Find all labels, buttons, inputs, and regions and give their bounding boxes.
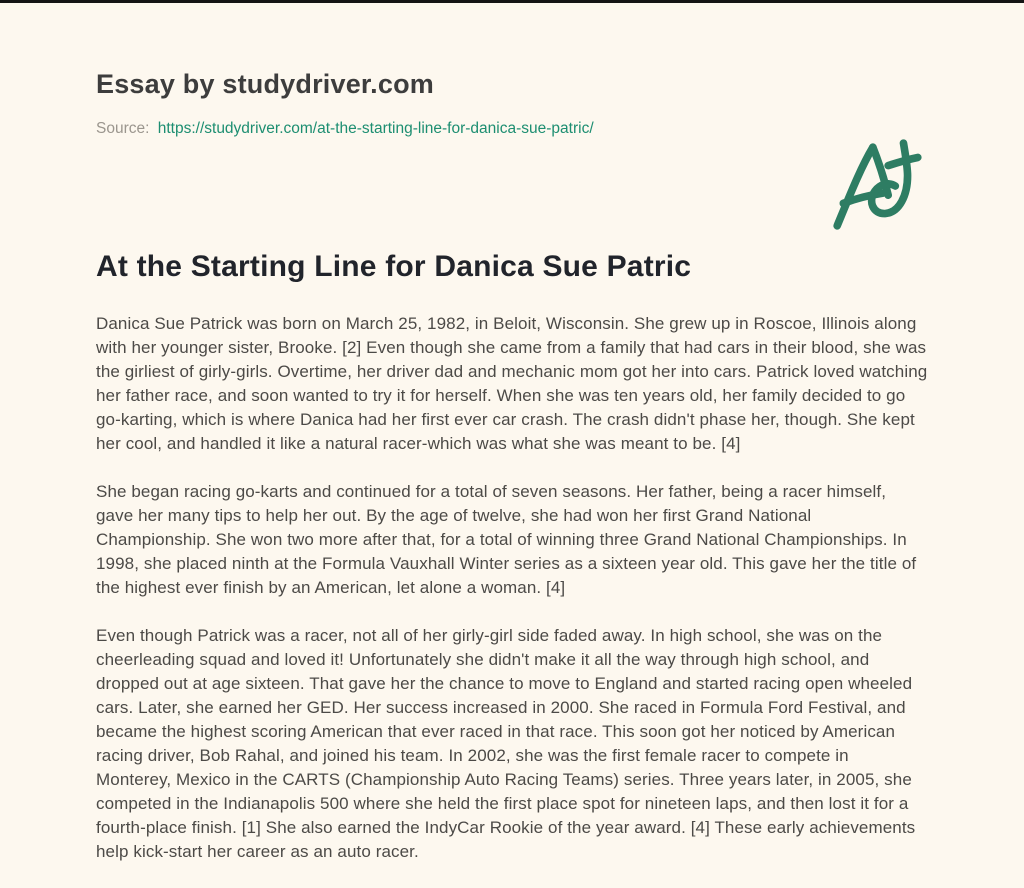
source-link[interactable]: https://studydriver.com/at-the-starting-line-for-danica-sue-patric/: [157, 120, 594, 137]
essay-paragraph-1: Danica Sue Patrick was born on March 25, 1982, in Beloit, Wisconsin. She grew up in Roscoe, Illinois along with her younger sister, Brooke. [2] Even though she came from a family that had cars in their blood, she was the girliest of girly-girls. Overtime, her driver dad and mechanic mom got her into cars. Patrick loved watching her father race, and soon wanted to try it for herself. When she was ten years old, her family decided to go go-karting, which is where Danica had her first ever car crash. The crash didn't phase her, though. She kept her cool, and handled it like a natural racer-which was what she was meant to be. [4]: [96, 314, 928, 453]
top-border: [0, 0, 1024, 3]
essay-title: At the Starting Line for Danica Sue Patric: [96, 250, 692, 283]
essay-page: [0, 69, 1024, 864]
source-line: [96, 120, 928, 138]
essay-paragraph-2: She began racing go-karts and continued for a total of seven seasons. Her father, being a racer himself, gave her many tips to help her out. By the age of twelve, she had won her first Grand National Championship. She won two more after that, for a total of winning three Grand National Championships. In 1998, she placed ninth at the Formula Vauxhall Winter series as a sixteen year old. This gave her the title of the highest ever finish by an American, let alone a woman. [4]: [96, 482, 917, 597]
a-plus-logo-icon: [828, 133, 930, 239]
essay-body: [96, 312, 928, 864]
essay-content: [96, 250, 928, 864]
essay-paragraph-3: Even though Patrick was a racer, not all of her girly-girl side faded away. In high school, she was on the cheerleading squad and loved it! Unfortunately she didn't make it all the way through high school, and dropped out at age sixteen. That gave her the chance to move to England and started racing open wheeled cars. Later, she earned her GED. Her success increased in 2000. She raced in Formula Ford Festival, and became the highest scoring American that ever raced in that race. This soon got her noticed by American racing driver, Bob Rahal, and joined his team. In 2002, she was the first female racer to compete in Monterey, Mexico in the CARTS (Championship Auto Racing Teams) series. Three years later, in 2005, she competed in the Indianapolis 500 where she held the first place spot for nineteen laps, and then lost it for a fourth-place finish. [1] She also earned the IndyCar Rookie of the year award. [4] These early achievements help kick-start her career as an auto racer.: [96, 626, 916, 861]
source-label: Source:: [96, 120, 150, 137]
page-header: [96, 69, 928, 138]
site-title: Essay by studydriver.com: [96, 69, 434, 99]
